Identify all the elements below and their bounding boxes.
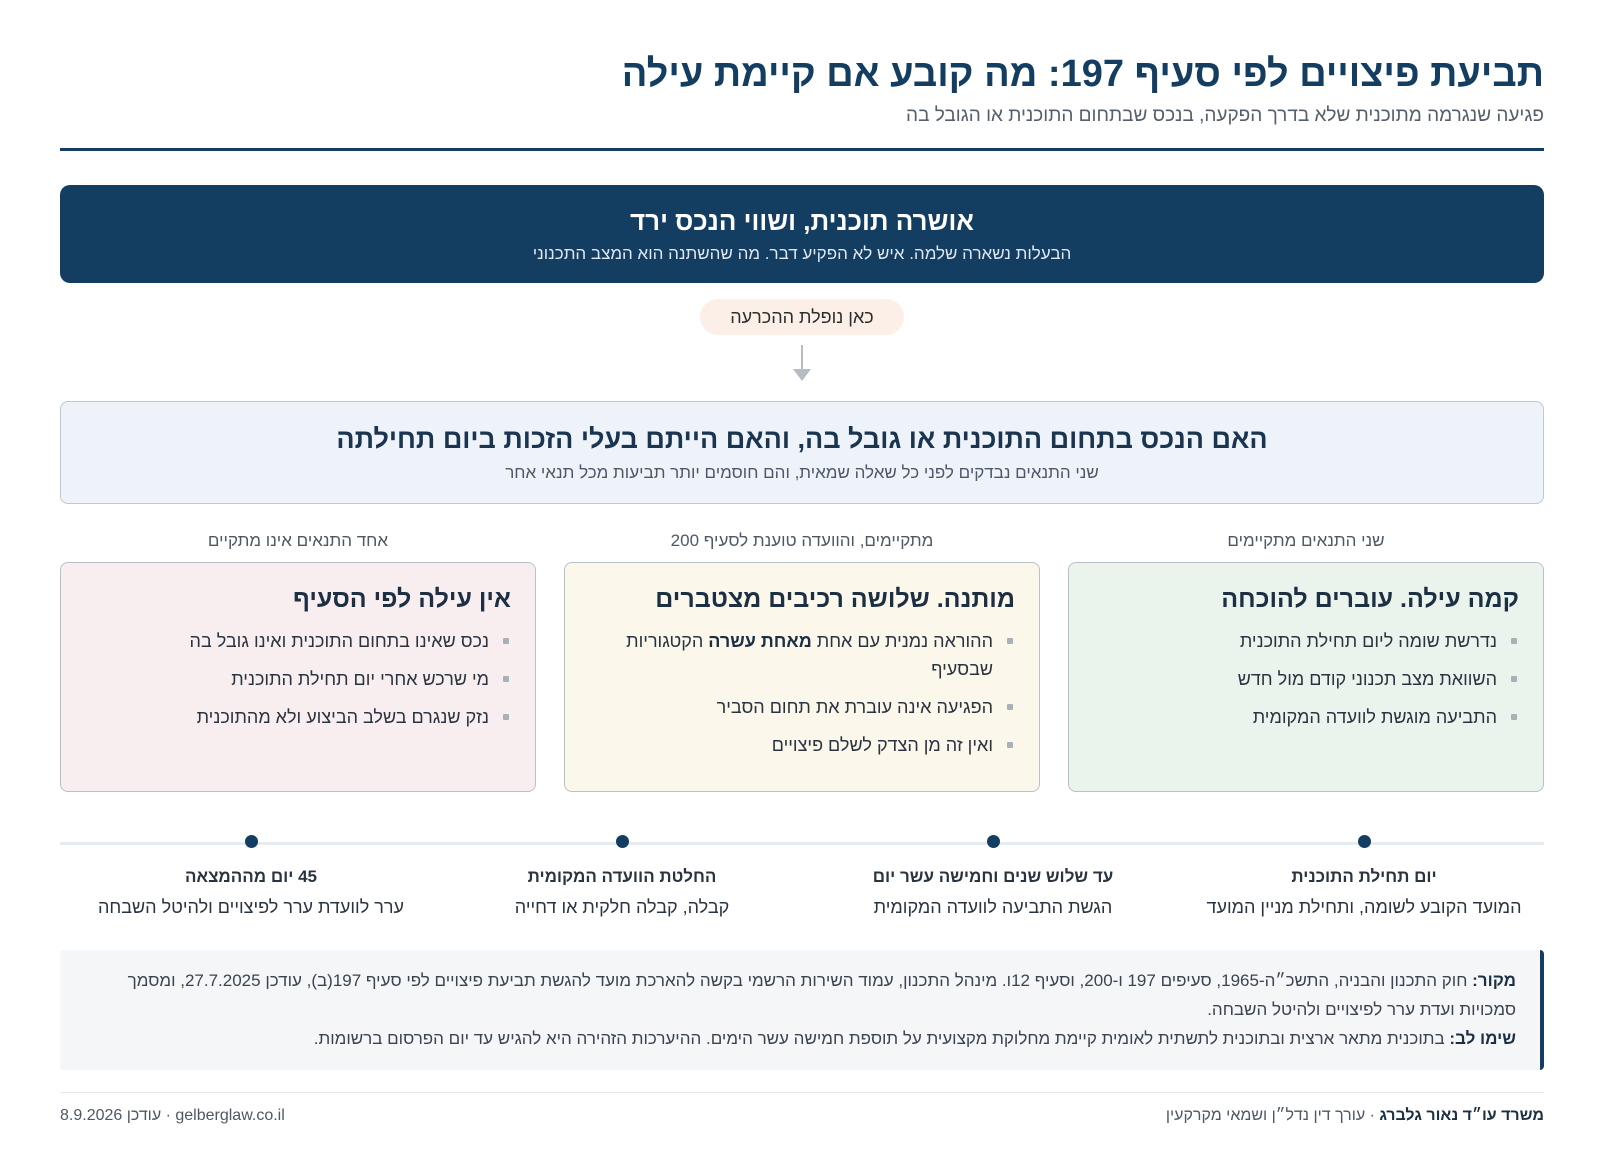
list-item: נזק שנגרם בשלב הביצוע ולא מהתוכנית	[85, 703, 511, 731]
source-paragraph: מקור: חוק התכנון והבניה, התשכ״ה-1965, סעיפים 197 ו-200, וסעיף 12ו. מינהל התכנון, עמוד השירות הרשמי בקשה להארכת מועד להגשת תביעת פיצויים לפי סעיף 197(ב), עודכן 27.7.2025, ומסמך סמכויות ועדת ערר לפיצויים ולהיטל השבחה.	[127, 971, 1516, 1019]
header-divider	[60, 148, 1544, 151]
outcome-title: קמה עילה. עוברים להוכחה	[1221, 585, 1519, 613]
timeline-step	[452, 835, 792, 919]
list-item: השוואת מצב תכנוני קודם מול חדש	[1093, 665, 1519, 693]
timeline-step	[1194, 835, 1534, 919]
timeline-step-title: יום תחילת התוכנית	[1291, 867, 1437, 886]
down-arrow-icon	[801, 345, 803, 371]
question-title: האם הנכס בתחום התוכנית או גובל בה, והאם הייתם בעלי הזכות ביום תחילתה	[336, 424, 1268, 454]
list-item: ההוראה נמנית עם אחת מאחת עשרה הקטגוריות שבסעיף	[589, 627, 1015, 683]
outcome-box-no-cause	[60, 562, 536, 792]
outcome-title: אין עילה לפי הסעיף	[292, 585, 511, 613]
timeline-dot-icon	[245, 835, 258, 848]
timeline-step-subtitle: המועד הקובע לשומה, ותחילת מניין המועד	[1206, 897, 1522, 917]
timeline-step-title: החלטת הוועדה המקומית	[527, 867, 717, 886]
timeline-dot-icon	[616, 835, 629, 848]
arrow-head-icon	[793, 369, 811, 381]
decision-pill: כאן נופלת ההכרעה	[700, 299, 904, 335]
list-item: מי שרכש אחרי יום תחילת התוכנית	[85, 665, 511, 693]
footer-firm: משרד עו״ד נאור גלברג · עורך דין נדל״ן ושמאי מקרקעין	[1165, 1107, 1544, 1124]
timeline-step-subtitle: קבלה, קבלה חלקית או דחייה	[514, 897, 730, 917]
timeline-step-title: 45 יום מההמצאה	[185, 867, 317, 886]
attention-paragraph: שימו לב: בתוכנית מתאר ארצית ובתוכנית לתשתית לאומית קיימת מחלוקת מקצועית על תוספת חמישה עשר הימים. ההיערכות הזהירה היא להגיש עד יום הפרסום ברשומות.	[313, 1029, 1516, 1048]
timeline-dot-icon	[987, 835, 1000, 848]
scenario-subtitle: הבעלות נשארה שלמה. איש לא הפקיע דבר. מה שהשתנה הוא המצב התכנוני	[532, 244, 1072, 263]
list-item: הפגיעה אינה עוברת את תחום הסביר	[589, 693, 1015, 721]
outcome-label-conditions-met: שני התנאים מתקיימים	[1227, 531, 1385, 550]
footer-site-date: 8.9.2026 עודכן · gelberglaw.co.il	[60, 1107, 285, 1124]
page-title: תביעת פיצויים לפי סעיף 197: מה קובע אם קיימת עילה	[621, 53, 1544, 95]
timeline-step-subtitle: הגשת התביעה לוועדה המקומית	[873, 897, 1113, 917]
list-item: התביעה מוגשת לוועדה המקומית	[1093, 703, 1519, 731]
list-item: נדרשת שומה ליום תחילת התוכנית	[1093, 627, 1519, 655]
outcome-box-conditional	[564, 562, 1040, 792]
timeline-step-subtitle: ערר לוועדת ערר לפיצויים ולהיטל השבחה	[98, 897, 404, 917]
scenario-title: אושרה תוכנית, ושווי הנכס ירד	[629, 206, 975, 236]
scenario-banner	[60, 185, 1544, 283]
outcome-label-section-200: מתקיימים, והוועדה טוענת לסעיף 200	[670, 531, 934, 550]
timeline-dot-icon	[1358, 835, 1371, 848]
timeline-step	[823, 835, 1163, 919]
page-subtitle: פגיעה שנגרמה מתוכנית שלא בדרך הפקעה, בנכס שבתחום התוכנית או הגובל בה	[906, 105, 1544, 126]
timeline-step-title: עד שלוש שנים וחמישה עשר יום	[872, 867, 1114, 886]
outcome-title: מותנה. שלושה רכיבים מצטברים	[655, 585, 1015, 613]
outcome-label-condition-unmet: אחד התנאים אינו מתקיים	[207, 531, 389, 550]
list-item: ואין זה מן הצדק לשלם פיצויים	[589, 731, 1015, 759]
threshold-question	[60, 401, 1544, 504]
timeline-step	[81, 835, 421, 919]
outcome-box-cause-exists	[1068, 562, 1544, 792]
list-item: נכס שאינו בתחום התוכנית ואינו גובל בה	[85, 627, 511, 655]
footer-divider	[60, 1092, 1544, 1093]
source-notes	[60, 950, 1544, 1070]
question-subtitle: שני התנאים נבדקים לפני כל שאלה שמאית, והם חוסמים יותר תביעות מכל תנאי אחר	[505, 463, 1099, 482]
